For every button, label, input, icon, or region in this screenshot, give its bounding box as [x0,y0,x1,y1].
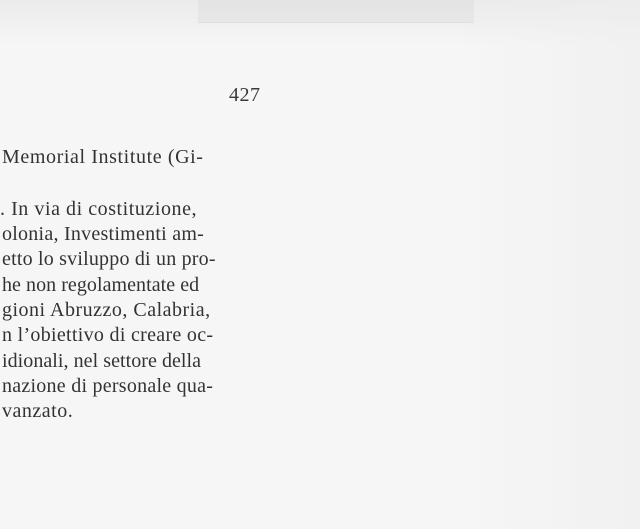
text-line-9: nazione di personale qua- [2,375,214,397]
right-page-shade [460,0,640,529]
text-line-4: etto lo sviluppo di un pro- [2,248,216,270]
text-line-3: olonia, Investimenti am- [2,223,205,245]
text-line-8: idionali, nel settore della [2,350,202,372]
page-number: 427 [229,84,261,106]
text-line-6: gioni Abruzzo, Calabria, [2,299,211,321]
text-line-7: n l’obiettivo di creare oc- [2,324,214,346]
text-line-5: he non regolamentate ed [2,274,200,296]
text-line-10: vanzato. [2,400,74,422]
text-line-2: . In via di costituzione, [0,198,198,220]
text-line-1: Memorial Institute (Gi- [2,146,204,168]
page-top-flap [198,0,474,23]
